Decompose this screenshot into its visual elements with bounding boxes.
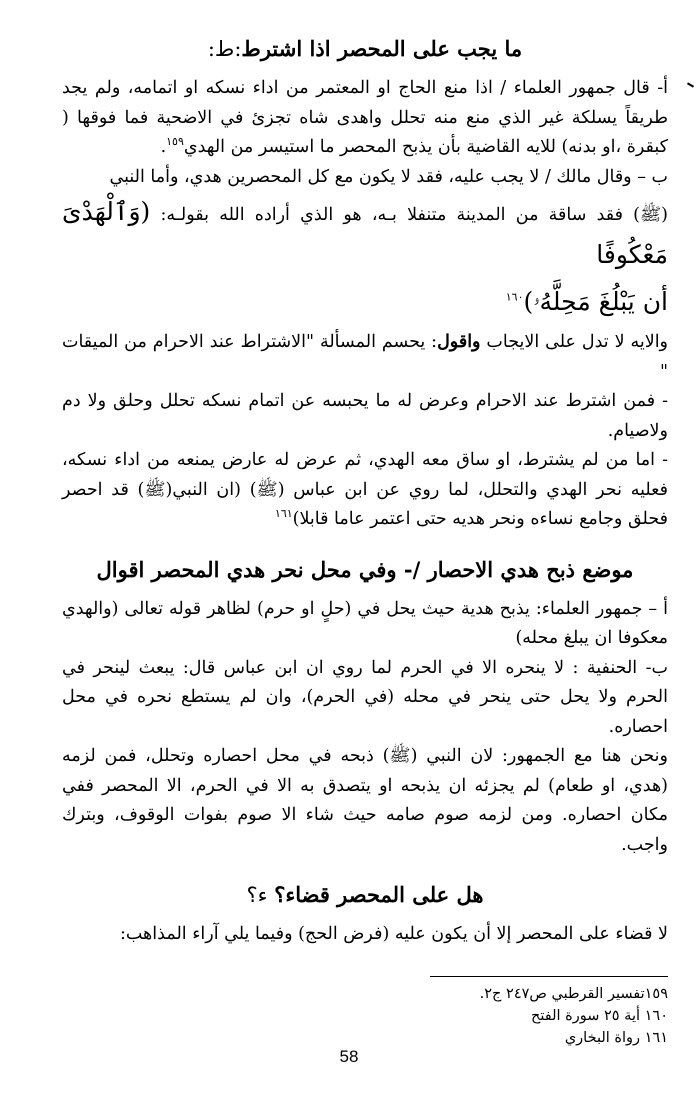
paragraph-quran-intro (62, 192, 668, 278)
bullet-stipulated (62, 387, 668, 446)
footnote-ref[interactable]: ١٥٩ (166, 135, 184, 149)
bullet-text: - فمن اشترط عند الاحرام وعرض له ما يحبسه عن اتمام نسكه تحلل وحلق ولا دم ولاصيام. (62, 391, 668, 441)
heading-suffix: ء؟ (246, 883, 275, 907)
item-text: ب- الحنفية : لا ينحره الا في الحرم لما روي ان ابن عباس قال: يبعث لينحر في الحرم ولا يحل حتى ينحر في محله (في الحرم)، وان لم يستطع نحره في محل احصاره. (62, 657, 668, 737)
quran-verse-part1: (وَٱلْهَدْىَ مَعْكُوفًا (62, 197, 668, 269)
paragraph-text: جمهور العلماء / اذا منع الحاج او المعتمر من اداء نسكه او اتمامه، ولم يجد طريقاً يسلكة غير الذي منع منه تحلل واهدى شاه تجزئ في الاضحية فما فوقها ( كبقرة ،او بدنه) للايه القاضية بأن يذبح المحصر ما استيسر من الهدي (62, 78, 668, 157)
page-number: 58 (339, 1047, 359, 1066)
paragraph-bold-word: واقول (437, 332, 481, 352)
item-hanafi (62, 654, 668, 743)
paragraph-majority: أ- قال جمهور العلماء / اذا منع الحاج او المعتمر من اداء نسكه او اتمامه، ولم يجد طريقاً يسلكة غير الذي منع منه تحلل واهدى شاه تجزئ في الاضحية فما فوقها ( كبقرة ،او بدنه) للايه القاضية بأن يذبح المحصر ما استيسر من الهدي$^{١٥٩}$. (62, 78, 668, 157)
item-majority (62, 595, 668, 654)
item-text: أ – جمهور العلماء: يذبح هدية حيث يحل في (حلٍ او حرم) لظاهر قوله تعالى (والهدي معكوفا ان يبلغ محله) (62, 598, 668, 648)
heading-suffix: :ط: (207, 37, 242, 61)
paragraph-text: : يحسم المسألة "الاشتراط عند الاحرام من الميقات " (62, 332, 668, 382)
heading-text: ما يجب على المحصر اذا اشترط (241, 36, 523, 61)
paragraph-prefix: أ- قال (615, 78, 668, 98)
paragraph-text: ب – وقال مالك / لا يجب عليه، فقد لا يكون مع كل المحصرين هدي، وأما النبي (109, 166, 668, 187)
section-heading-conditions (62, 34, 668, 64)
section-heading-makeup (62, 880, 668, 910)
heading-text: موضع ذبح هدي الاحصار /- وفي محل نحر هدي المحصر اقوال (96, 556, 634, 582)
margin-mark (687, 82, 694, 87)
heading-text: هل على المحصر قضاء؟ (274, 882, 484, 907)
item-text: ونحن هنا مع الجمهور: لان النبي (ﷺ) ذبحه في محل احصاره وتحلل، فمن لزمه (هدي، او طعام) لم يجزئه ان يذبحه او يتصدق به الا في الحرم، الا المحصر ففي مكان احصاره. ومن لزمه صوم صامه حيث شاء الا صوم بفوات الوقوف، وبترك واجب. (62, 746, 668, 855)
bullet-text: - اما من لم يشترط، او ساق معه الهدي، ثم عرض له عارض يمنعه من اداء نسكه، فعليه نحر الهدي والتحلل، لما روي عن ابن عباس (ﷺ) (ان النبي(ﷺ) قد احصر فحلق وجامع نساءه ونحر هديه حتى اعتمر عاما قابلا) (62, 450, 668, 529)
item-conclusion (62, 742, 668, 860)
paragraph-text: لا قضاء على المحصر إلا أن يكون عليه (فرض الحج) وفيما يلي آراء المذاهب: (119, 924, 668, 944)
quran-verse-part2: أن يَبْلُغَ مَحِلَّهُۥ) (523, 287, 668, 316)
footnote-ref[interactable]: ١٦١ (274, 507, 293, 521)
footnote-161: ١٦١ رواة البخاري (564, 1029, 668, 1046)
paragraph-text: (ﷺ) فقد ساقة من المدينة متنفلا بـه، هو الذي أراده الله بقولـه: (160, 205, 668, 225)
footnote-ref[interactable]: ١٦٠ (505, 290, 524, 304)
footnote-159: ١٥٩تفسير القرطبي ص٢٤٧ ج٢. (479, 985, 668, 1002)
section-heading-sacrifice-place (62, 555, 668, 585)
paragraph-prefix: والايه لا تدل على الايجاب (480, 332, 669, 352)
footnote-divider (430, 976, 668, 977)
paragraph-makeup (62, 920, 668, 950)
quran-verse-line (62, 282, 668, 322)
paragraph-malik (62, 163, 668, 193)
paragraph-opinion (62, 328, 668, 387)
footnote-160: ١٦٠ أية ٢٥ سورة الفتح (531, 1007, 668, 1024)
bullet-not-stipulated (62, 446, 668, 535)
